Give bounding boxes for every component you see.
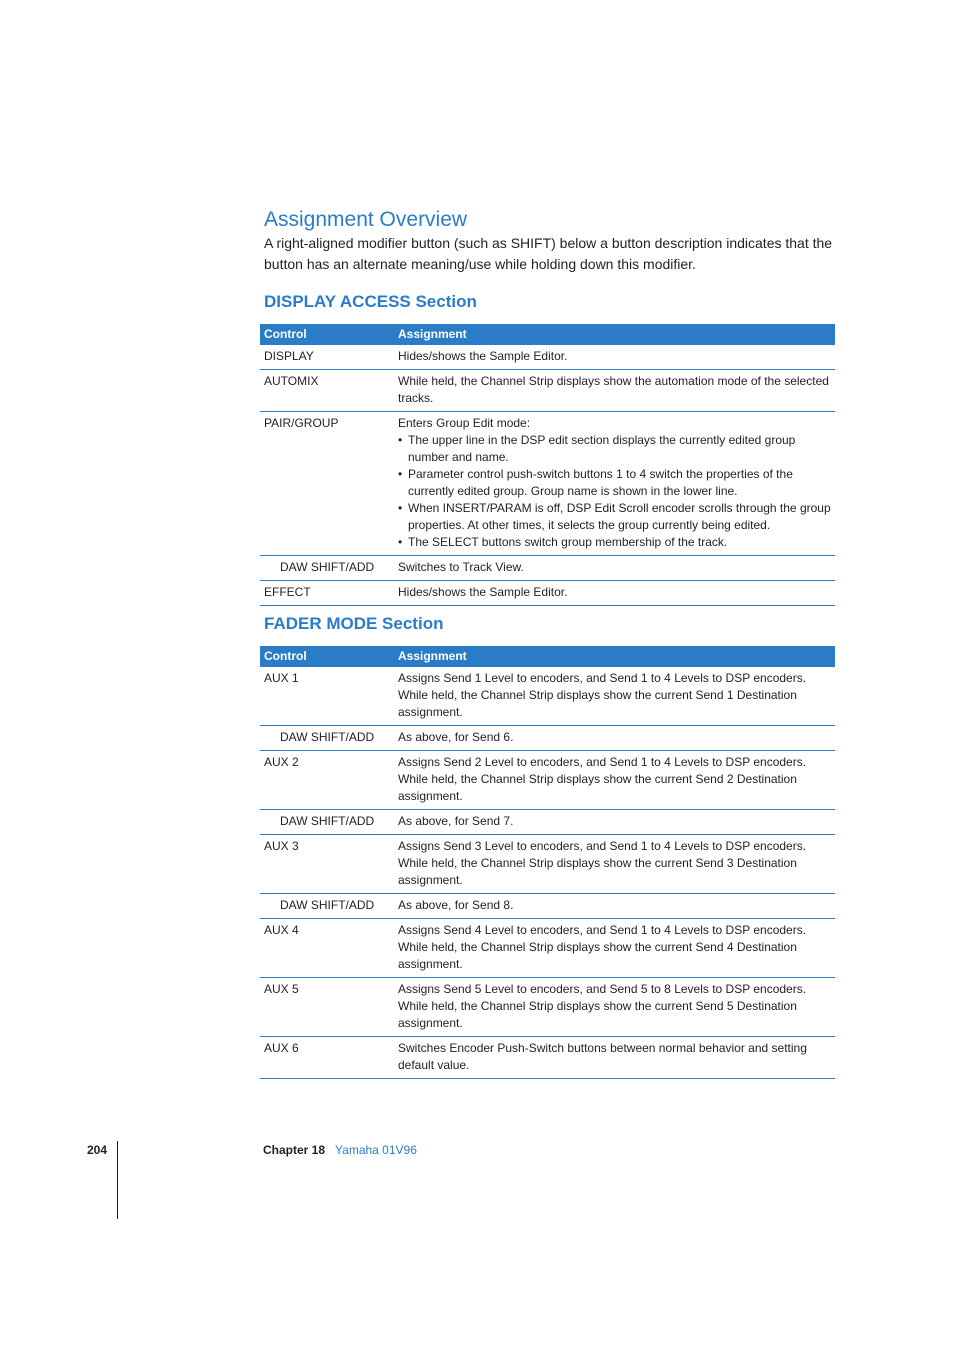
assignment-cell: Assigns Send 2 Level to encoders, and Send 1 to 4 Levels to DSP encoders. While held, the Channel Strip displays show the current Send 2 Destination assignment. [394,751,835,810]
page-number: 204 [87,1143,108,1157]
table-row [260,412,835,556]
assignment-cell: As above, for Send 6. [394,726,835,751]
intro-paragraph: A right-aligned modifier button (such as SHIFT) below a button description indicates that the button has an alternate meaning/use while holding down this modifier. [264,235,833,272]
table-row [260,835,835,894]
control-cell: DISPLAY [260,345,394,370]
modifier-cell: DAW SHIFT/ADD [260,894,394,919]
control-cell: AUX 4 [260,919,394,978]
table-header-row [260,646,835,667]
table-row [260,581,835,606]
assignment-cell: Assigns Send 5 Level to encoders, and Send 5 to 8 Levels to DSP encoders. While held, the Channel Strip displays show the current Send 5 Destination assignment. [394,978,835,1037]
control-cell: AUX 1 [260,667,394,726]
chapter-label: Chapter 18 [263,1143,326,1157]
table-row [260,978,835,1037]
control-cell: AUX 6 [260,1037,394,1079]
table-row [260,810,835,835]
fader-mode-heading: FADER MODE Section [264,614,444,633]
table-row [260,919,835,978]
control-cell: AUX 2 [260,751,394,810]
modifier-cell: DAW SHIFT/ADD [260,556,394,581]
bullet-item: • The SELECT buttons switch group membership of the track. [398,534,831,551]
control-cell: AUX 3 [260,835,394,894]
footer-chapter [263,1143,417,1157]
column-header-assignment: Assignment [394,324,835,345]
column-header-assignment: Assignment [394,646,835,667]
table-row [260,556,835,581]
chapter-name: Yamaha 01V96 [335,1143,417,1157]
assignment-cell: While held, the Channel Strip displays show the automation mode of the selected tracks. [394,370,835,412]
modifier-cell: DAW SHIFT/ADD [260,810,394,835]
control-cell: PAIR/GROUP [260,412,394,556]
table-row [260,894,835,919]
control-cell: AUTOMIX [260,370,394,412]
modifier-cell: DAW SHIFT/ADD [260,726,394,751]
table-row [260,345,835,370]
column-header-control: Control [260,324,394,345]
table-row [260,667,835,726]
assignment-cell: Assigns Send 4 Level to encoders, and Send 1 to 4 Levels to DSP encoders. While held, the Channel Strip displays show the current Send 4 Destination assignment. [394,919,835,978]
table-header-row [260,324,835,345]
display-access-heading: DISPLAY ACCESS Section [264,292,477,311]
assignment-cell: As above, for Send 8. [394,894,835,919]
assignment-cell: As above, for Send 7. [394,810,835,835]
assignment-intro: Enters Group Edit mode: [398,416,531,430]
page-title: Assignment Overview [264,208,468,231]
bullet-item: • When INSERT/PARAM is off, DSP Edit Scroll encoder scrolls through the group properties. At other times, it selects the group currently being edited. [398,500,831,534]
bullet-list [398,432,831,551]
fader-mode-table [260,646,835,1079]
assignment-cell: Switches to Track View. [394,556,835,581]
column-header-control: Control [260,646,394,667]
assignment-cell: Switches Encoder Push-Switch buttons between normal behavior and setting default value. [394,1037,835,1079]
bullet-item: • The upper line in the DSP edit section displays the currently edited group number and name. [398,432,831,466]
table-row [260,1037,835,1079]
assignment-cell: Hides/shows the Sample Editor. [394,345,835,370]
table-row [260,726,835,751]
bullet-item: • Parameter control push-switch buttons 1 to 4 switch the properties of the currently edited group. Group name is shown in the lower line. [398,466,831,500]
control-cell: EFFECT [260,581,394,606]
assignment-cell: Assigns Send 3 Level to encoders, and Send 1 to 4 Levels to DSP encoders. While held, the Channel Strip displays show the current Send 3 Destination assignment. [394,835,835,894]
assignment-cell [394,412,835,556]
footer-divider [117,1141,118,1219]
table-row [260,370,835,412]
assignment-cell: Hides/shows the Sample Editor. [394,581,835,606]
table-row [260,751,835,810]
display-access-table [260,324,835,606]
assignment-cell: Assigns Send 1 Level to encoders, and Send 1 to 4 Levels to DSP encoders. While held, the Channel Strip displays show the current Send 1 Destination assignment. [394,667,835,726]
control-cell: AUX 5 [260,978,394,1037]
